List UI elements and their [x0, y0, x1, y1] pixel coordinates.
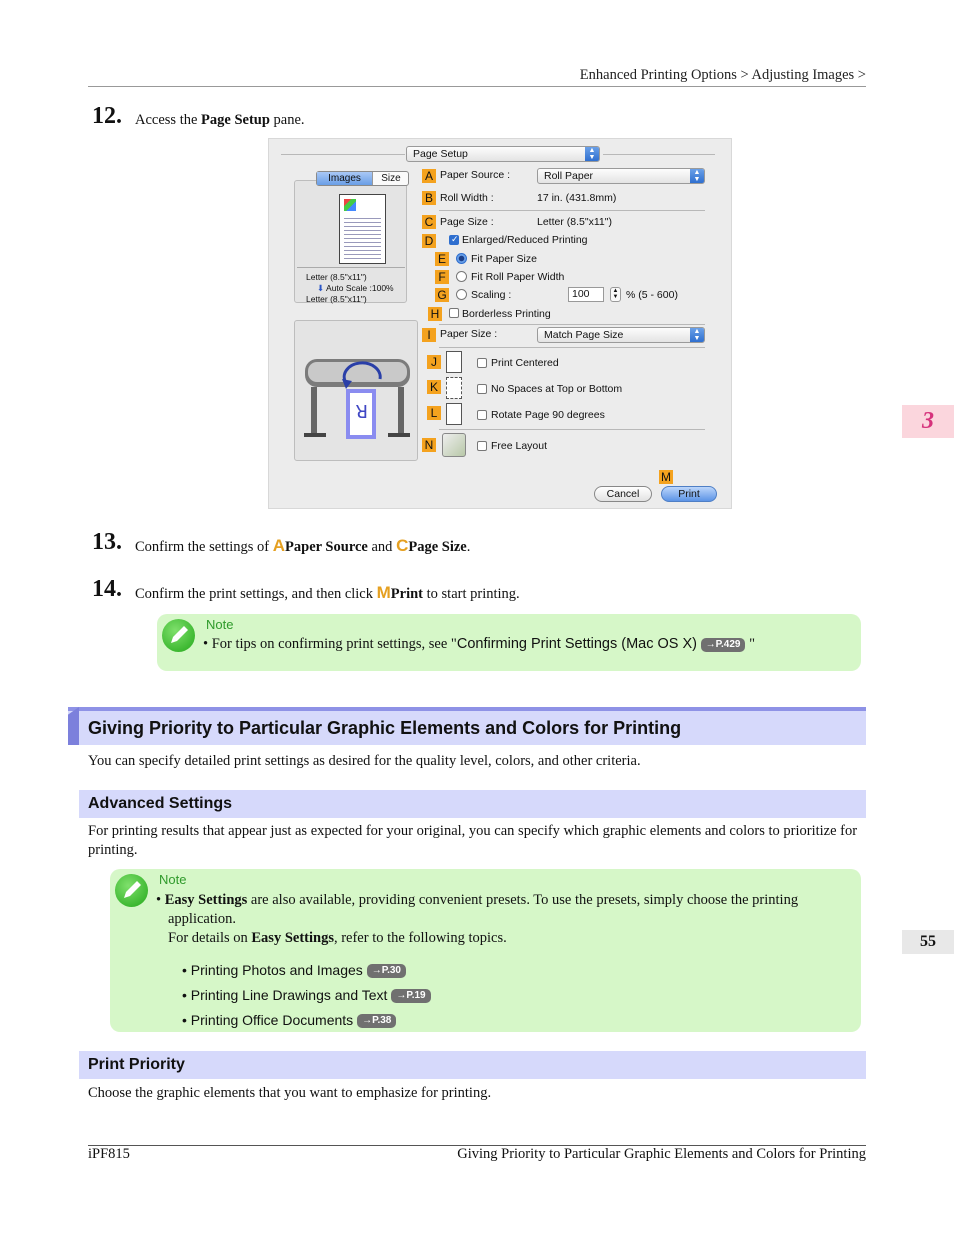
note-box: [157, 614, 861, 671]
page-ref[interactable]: →P.30: [367, 964, 406, 978]
dialog-rule: [439, 324, 705, 325]
page-ref[interactable]: →P.38: [357, 1014, 396, 1028]
page-preview: [339, 194, 386, 264]
label-a: A: [422, 169, 436, 183]
no-spaces-label: No Spaces at Top or Bottom: [491, 383, 623, 395]
scaling-range: % (5 - 600): [626, 289, 678, 301]
dialog-rule: [281, 154, 405, 155]
svg-text:R: R: [355, 400, 368, 421]
label-h: H: [428, 307, 442, 321]
letter-c-inline: C: [396, 536, 409, 555]
roll-width-value: 17 in. (431.8mm): [537, 192, 617, 204]
note-text: • Easy Settings are also available, providing convenient presets. To use the presets, simply choose the printing application. For details on Easy Settings, refer to the following topics.: [156, 892, 799, 946]
pencil-icon: [162, 619, 195, 652]
page-size-value: Letter (8.5"x11"): [537, 216, 612, 228]
breadcrumb: Enhanced Printing Options > Adjusting Images >: [579, 67, 866, 83]
fit-roll-radio[interactable]: [456, 271, 467, 282]
scaling-radio[interactable]: [456, 289, 467, 300]
footer-title: Giving Priority to Particular Graphic Elements and Colors for Printing: [457, 1146, 866, 1162]
list-item: • Printing Line Drawings and Text →P.19: [182, 983, 431, 1008]
step-13-text: Confirm the settings of APaper Source and CPage Size.: [135, 536, 471, 555]
step-14-number: 14.: [92, 576, 122, 602]
scaling-label: Scaling :: [471, 289, 512, 301]
subsection-title: Advanced Settings: [88, 795, 233, 812]
paper-size-label: Paper Size :: [440, 328, 498, 340]
subsection-heading: [79, 790, 866, 818]
step-12-number: 12.: [92, 103, 122, 129]
note-links: [182, 958, 431, 1033]
link-photos[interactable]: Printing Photos and Images: [190, 962, 363, 978]
rotate-checkbox[interactable]: [477, 410, 487, 420]
borderless-label: Borderless Printing: [462, 308, 551, 320]
section-intro: You can specify detailed print settings as desired for the quality level, colors, and other criteria.: [88, 753, 641, 769]
print-centered-icon: [446, 351, 462, 373]
dialog-rule: [439, 347, 705, 348]
subsection-text: Choose the graphic elements that you want to emphasize for printing.: [88, 1085, 492, 1101]
label-g: G: [435, 288, 449, 302]
subsection-text: For printing results that appear just as expected for your original, you can specify which graphic elements and colors to prioritize for printing.: [88, 823, 858, 858]
page-ref[interactable]: →P.19: [391, 989, 430, 1003]
dialog-rule: [439, 210, 705, 211]
page-ref[interactable]: →P.429: [701, 638, 746, 652]
step-12-text: Access the Page Setup pane.: [135, 112, 305, 128]
dialog-rule: [439, 429, 705, 430]
paper-source-label: Paper Source :: [440, 169, 511, 181]
paper-source-popup[interactable]: Roll Paper ▲ ▼: [537, 168, 705, 184]
free-layout-checkbox[interactable]: [477, 441, 487, 451]
popup-arrows-icon: ▲ ▼: [690, 169, 704, 183]
fit-roll-label: Fit Roll Paper Width: [471, 271, 565, 283]
link-line-drawings[interactable]: Printing Line Drawings and Text: [190, 987, 388, 1003]
preview-info: Letter (8.5"x11") ⬇ Auto Scale :100% Letter (8.5"x11"): [306, 272, 394, 304]
header-divider: [88, 86, 866, 87]
label-i: I: [422, 328, 436, 342]
roll-width-label: Roll Width :: [440, 192, 494, 204]
print-button[interactable]: Print: [661, 486, 717, 502]
page-setup-dialog: [268, 138, 732, 509]
dialog-rule: [603, 154, 715, 155]
preview-divider: [297, 267, 405, 268]
label-e: E: [435, 252, 449, 266]
note-box: [110, 869, 861, 1032]
free-layout-icon: [442, 433, 466, 457]
chapter-tab[interactable]: 3: [902, 405, 954, 438]
print-centered-label: Print Centered: [491, 357, 559, 369]
label-k: K: [427, 380, 441, 394]
step-14-text: Confirm the print settings, and then click MPrint to start printing.: [135, 583, 520, 602]
note-title: Note: [159, 872, 187, 887]
letter-m-inline: M: [376, 583, 391, 602]
print-centered-checkbox[interactable]: [477, 358, 487, 368]
section-heading: [68, 707, 866, 745]
popup-arrows-icon: ▲ ▼: [585, 147, 599, 161]
down-arrow-icon: ⬇: [317, 283, 325, 293]
fit-paper-label: Fit Paper Size: [471, 253, 537, 265]
heading-tab: [68, 707, 79, 745]
label-j: J: [427, 355, 441, 369]
page-number: 55: [902, 930, 954, 954]
pane-popup[interactable]: Page Setup ▲ ▼: [406, 146, 600, 162]
note-text: • For tips on confirming print settings, see "Confirming Print Settings (Mac OS X) →P.429 ": [203, 636, 756, 652]
page-size-label: Page Size :: [440, 216, 494, 228]
label-d: D: [422, 234, 436, 248]
link-office[interactable]: Printing Office Documents: [190, 1012, 354, 1028]
paper-size-popup[interactable]: Match Page Size ▲ ▼: [537, 327, 705, 343]
label-l: L: [427, 406, 441, 420]
list-item: • Printing Office Documents →P.38: [182, 1008, 431, 1033]
list-item: • Printing Photos and Images →P.30: [182, 958, 431, 983]
subsection-title: Print Priority: [88, 1056, 185, 1073]
free-layout-label: Free Layout: [491, 440, 548, 452]
printer-illustration: [302, 351, 414, 443]
enlarged-label: Enlarged/Reduced Printing: [462, 234, 588, 246]
label-n: N: [422, 438, 436, 452]
section-title: Giving Priority to Particular Graphic Elements and Colors for Printing: [88, 718, 682, 738]
pencil-icon: [115, 874, 148, 907]
subsection-heading: [79, 1051, 866, 1079]
scaling-input[interactable]: 100: [568, 287, 604, 302]
fit-paper-radio[interactable]: [456, 253, 467, 264]
tab-images[interactable]: Images: [317, 172, 372, 185]
label-c: C: [422, 215, 436, 229]
rotate-page-icon: [446, 403, 462, 425]
note-title: Note: [206, 617, 234, 632]
popup-arrows-icon: ▲ ▼: [690, 328, 704, 342]
label-f: F: [435, 270, 449, 284]
enlarged-checkbox[interactable]: [449, 235, 459, 245]
no-spaces-checkbox[interactable]: [477, 384, 487, 394]
tab-size[interactable]: Size: [372, 172, 409, 185]
letter-a-inline: A: [272, 536, 286, 555]
printer-icon: [302, 351, 414, 443]
rotate-label: Rotate Page 90 degrees: [491, 409, 605, 421]
preview-tabs: [316, 171, 409, 186]
cancel-button[interactable]: Cancel: [594, 486, 652, 502]
preview-image-icon: [344, 199, 356, 211]
scaling-stepper[interactable]: ▲ ▼: [610, 287, 621, 302]
label-b: B: [422, 191, 436, 205]
preview-text-lines: [344, 215, 381, 259]
label-m: M: [661, 470, 671, 484]
footer-model: iPF815: [88, 1146, 130, 1162]
note-link[interactable]: Confirming Print Settings (Mac OS X): [456, 636, 697, 652]
no-spaces-icon: [446, 377, 462, 399]
borderless-checkbox[interactable]: [449, 308, 459, 318]
step-13-number: 13.: [92, 529, 122, 555]
